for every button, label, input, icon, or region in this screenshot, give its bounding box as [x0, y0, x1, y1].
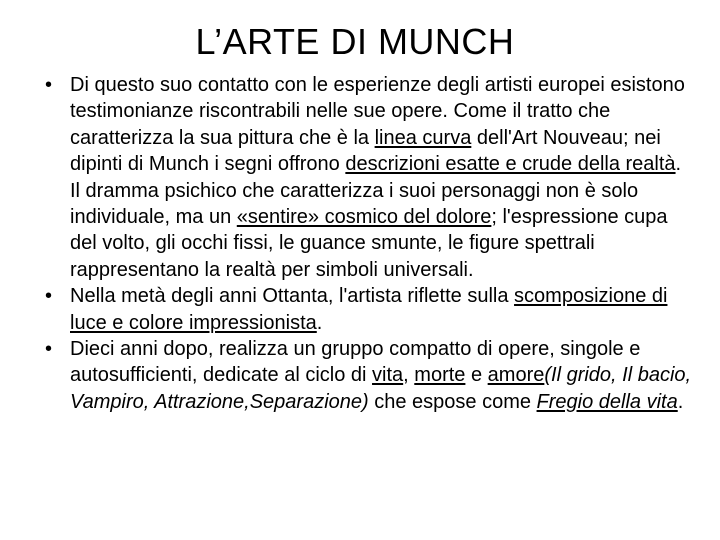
bullet-item [45, 336, 695, 415]
bullet-item [45, 283, 695, 336]
slide-title: L’ARTE DI MUNCH [195, 21, 515, 62]
bullet-text-segment: ; l'espressione cupa del volto, gli occhi fissi, le guance smunte, le figure spettrali rappresentano la realtà per simboli universali. [70, 206, 668, 281]
underlined-phrase: «sentire» cosmico del dolore [236, 206, 492, 229]
bullet-text-segment: Di questo suo contatto con le esperienze degli artisti europei esistono testimonianze riscontrabili nelle sue opere. Come il tratto che caratterizza la sua pittura che è la [70, 74, 685, 149]
underlined-phrase: linea curva [374, 126, 472, 149]
bullet-item [45, 72, 695, 283]
bullet-icon: • [45, 338, 53, 361]
italic-works-list: (Il grido, Il bacio, Vampiro, Attrazione,Separazione) [70, 364, 692, 413]
bullet-icon: • [45, 285, 53, 308]
bullet-text-segment: Nella metà degli anni Ottanta, l'artista riflette sulla [70, 285, 515, 308]
underlined-phrase: descrizioni esatte e crude della realtà [345, 153, 676, 176]
underlined-phrase: scomposizione di luce e colore impressionista [70, 285, 668, 334]
bullet-icon: • [45, 74, 53, 96]
bullet-text-segment: e [465, 364, 488, 387]
underlined-italic-phrase: Fregio della vita [536, 390, 678, 413]
bullet-text-segment: , [403, 364, 415, 387]
underlined-phrase: morte [414, 364, 466, 387]
bullet-text-segment: . [316, 311, 323, 334]
bullet-text-segment: dell'Art Nouveau; nei dipinti di Munch i segni offrono [70, 126, 661, 176]
bullet-text-segment: Dieci anni dopo, realizza un gruppo compatto di opere, singole e autosufficienti, dedicate al ciclo di [70, 338, 641, 387]
bullet-list [45, 72, 695, 415]
bullet-text-segment: . Il dramma psichico che caratterizza i suoi personaggi non è solo individuale, ma un [70, 153, 682, 229]
bullet-text-segment: che espose come [368, 390, 537, 413]
underlined-phrase: amore [487, 364, 545, 387]
underlined-phrase: vita [372, 364, 404, 387]
bullet-text-segment: . [677, 390, 684, 413]
